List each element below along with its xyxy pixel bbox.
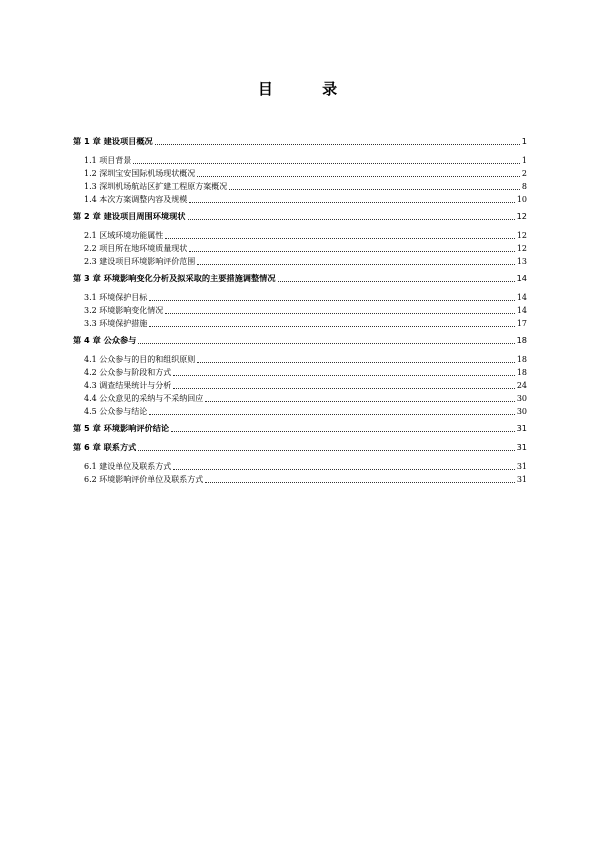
toc-page-number: 18 xyxy=(516,355,527,364)
toc-chapter-entry[interactable] xyxy=(73,272,527,285)
toc-page-number: 31 xyxy=(516,475,527,484)
toc-section-entry[interactable] xyxy=(73,255,527,268)
toc-entry-label: 2.2 项目所在地环境质量现状 xyxy=(84,244,188,253)
toc-section-entry[interactable] xyxy=(73,366,527,379)
table-of-contents xyxy=(73,135,527,486)
toc-dot-leader xyxy=(149,413,515,415)
toc-entry-label: 1.3 深圳机场航站区扩建工程原方案概况 xyxy=(84,182,228,191)
toc-entry-label: 第 5 章 环境影响评价结论 xyxy=(73,423,170,433)
toc-dot-leader xyxy=(155,143,520,145)
toc-page-number: 2 xyxy=(521,169,527,178)
toc-entry-label: 3.2 环境影响变化情况 xyxy=(84,306,164,315)
toc-page-number: 18 xyxy=(516,368,527,377)
toc-entry-label: 2.3 建设项目环境影响评价范围 xyxy=(84,257,196,266)
toc-page-number: 14 xyxy=(516,306,527,315)
toc-section-entry[interactable] xyxy=(73,167,527,180)
toc-page-number: 17 xyxy=(516,319,527,328)
toc-entry-label: 3.1 环境保护目标 xyxy=(84,293,148,302)
toc-dot-leader xyxy=(171,430,514,432)
toc-section-entry[interactable] xyxy=(73,304,527,317)
toc-dot-leader xyxy=(197,263,515,265)
toc-page-number: 12 xyxy=(516,211,527,221)
toc-entry-label: 第 3 章 环境影响变化分析及拟采取的主要措施调整情况 xyxy=(73,273,276,283)
toc-dot-leader xyxy=(197,361,515,363)
toc-page-number: 14 xyxy=(516,293,527,302)
toc-section-entry[interactable] xyxy=(73,193,527,206)
toc-dot-leader xyxy=(189,250,515,252)
toc-entry-label: 第 4 章 公众参与 xyxy=(73,335,137,345)
toc-dot-leader xyxy=(173,468,515,470)
toc-page-number: 31 xyxy=(516,423,527,433)
toc-chapter-entry[interactable] xyxy=(73,441,527,454)
toc-dot-leader xyxy=(205,400,515,402)
toc-entry-label: 1.1 项目背景 xyxy=(84,156,132,165)
toc-section-entry[interactable] xyxy=(73,242,527,255)
toc-dot-leader xyxy=(133,162,520,164)
toc-page-number: 12 xyxy=(516,244,527,253)
toc-section-entry[interactable] xyxy=(73,405,527,418)
toc-dot-leader xyxy=(138,449,514,451)
toc-dot-leader xyxy=(188,218,515,220)
toc-chapter-entry[interactable] xyxy=(73,422,527,435)
toc-dot-leader xyxy=(173,387,515,389)
toc-section-entry[interactable] xyxy=(73,473,527,486)
toc-chapter-entry[interactable] xyxy=(73,135,527,148)
toc-entry-label: 第 1 章 建设项目概况 xyxy=(73,136,153,146)
toc-entry-label: 1.4 本次方案调整内容及规模 xyxy=(84,195,188,204)
toc-entry-label: 6.1 建设单位及联系方式 xyxy=(84,462,172,471)
toc-chapter-entry[interactable] xyxy=(73,334,527,347)
toc-page-number: 1 xyxy=(521,156,527,165)
toc-section-entry[interactable] xyxy=(73,317,527,330)
toc-section-entry[interactable] xyxy=(73,353,527,366)
toc-page-number: 14 xyxy=(516,273,527,283)
toc-dot-leader xyxy=(229,188,520,190)
toc-page-number: 31 xyxy=(516,442,527,452)
toc-entry-label: 4.4 公众意见的采纳与不采纳回应 xyxy=(84,394,204,403)
toc-entry-label: 4.1 公众参与的目的和组织原则 xyxy=(84,355,196,364)
toc-page-number: 8 xyxy=(521,182,527,191)
toc-dot-leader xyxy=(278,280,515,282)
toc-page-number: 30 xyxy=(516,407,527,416)
toc-dot-leader xyxy=(205,481,515,483)
toc-section-entry[interactable] xyxy=(73,291,527,304)
toc-dot-leader xyxy=(138,342,514,344)
toc-section-entry[interactable] xyxy=(73,460,527,473)
toc-section-entry[interactable] xyxy=(73,392,527,405)
toc-entry-label: 4.5 公众参与结论 xyxy=(84,407,148,416)
toc-entry-label: 3.3 环境保护措施 xyxy=(84,319,148,328)
toc-page-number: 1 xyxy=(521,136,527,146)
toc-dot-leader xyxy=(149,325,515,327)
toc-section-entry[interactable] xyxy=(73,229,527,242)
toc-entry-label: 4.3 调查结果统计与分析 xyxy=(84,381,172,390)
toc-page-number: 18 xyxy=(516,335,527,345)
toc-entry-label: 2.1 区域环境功能属性 xyxy=(84,231,164,240)
toc-entry-label: 第 2 章 建设项目周围环境现状 xyxy=(73,211,186,221)
toc-entry-label: 6.2 环境影响评价单位及联系方式 xyxy=(84,475,204,484)
toc-page-number: 30 xyxy=(516,394,527,403)
toc-chapter-entry[interactable] xyxy=(73,210,527,223)
toc-page-number: 10 xyxy=(516,195,527,204)
toc-dot-leader xyxy=(197,175,520,177)
toc-entry-label: 第 6 章 联系方式 xyxy=(73,442,137,452)
toc-dot-leader xyxy=(165,312,515,314)
toc-dot-leader xyxy=(149,299,515,301)
toc-entry-label: 1.2 深圳宝安国际机场现状概况 xyxy=(84,169,196,178)
toc-dot-leader xyxy=(189,201,515,203)
toc-dot-leader xyxy=(165,237,515,239)
toc-section-entry[interactable] xyxy=(73,379,527,392)
toc-entry-label: 4.2 公众参与阶段和方式 xyxy=(84,368,172,377)
toc-page-number: 12 xyxy=(516,231,527,240)
toc-dot-leader xyxy=(173,374,515,376)
toc-page-number: 31 xyxy=(516,462,527,471)
toc-section-entry[interactable] xyxy=(73,180,527,193)
toc-title: 目 录 xyxy=(257,80,360,98)
toc-section-entry[interactable] xyxy=(73,154,527,167)
toc-page-number: 24 xyxy=(516,381,527,390)
toc-page-number: 13 xyxy=(516,257,527,266)
